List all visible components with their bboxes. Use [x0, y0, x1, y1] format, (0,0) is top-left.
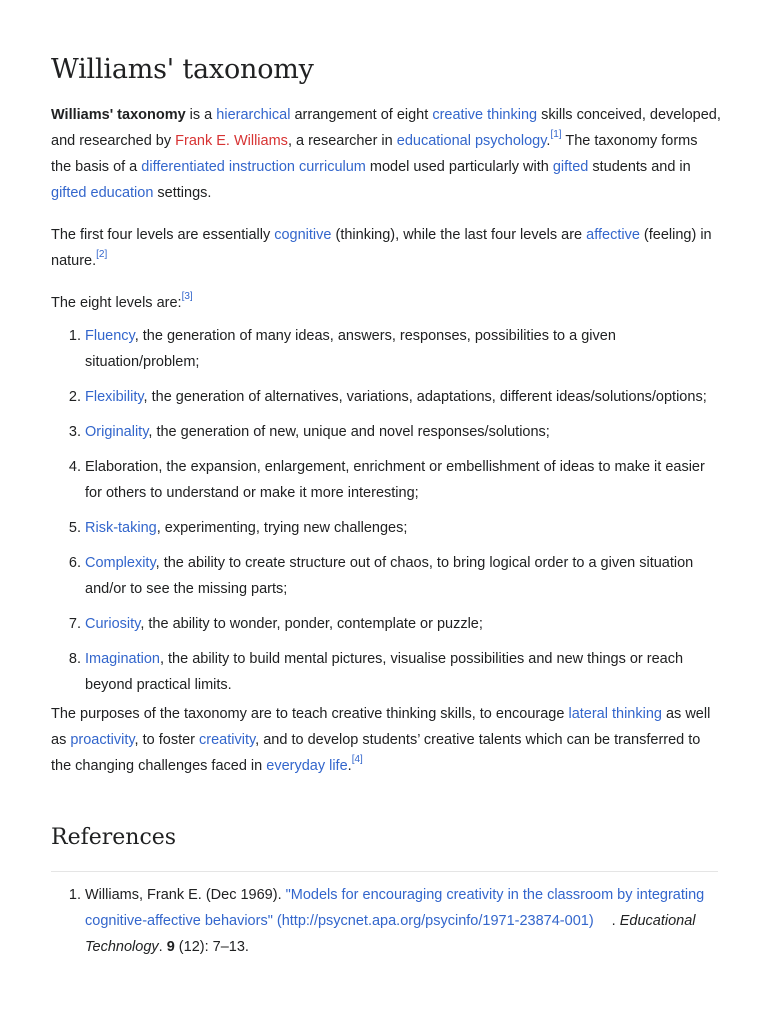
text: , to foster	[134, 732, 200, 748]
reference-volume: 9	[166, 939, 175, 955]
text: The taxonomy forms the basis of a	[51, 133, 698, 175]
text: students and in	[588, 159, 691, 175]
reference-pages: (12): 7–13.	[174, 939, 249, 955]
citation-2	[96, 249, 107, 260]
text: arrangement of eight	[290, 107, 433, 123]
link-frank-e-williams[interactable]: Frank E. Williams	[175, 133, 288, 149]
citation-link-1[interactable]: [1]	[550, 129, 562, 141]
link-hierarchical[interactable]: hierarchical	[216, 107, 291, 123]
text: The eight levels are:	[51, 295, 182, 311]
link-originality[interactable]: Originality	[85, 424, 149, 440]
list-item	[85, 384, 721, 410]
text: (thinking), while the last four levels are	[331, 227, 587, 243]
text: .	[158, 939, 167, 955]
citation-link-4[interactable]: [4]	[351, 754, 363, 766]
text: .	[607, 913, 620, 929]
reference-item	[85, 882, 755, 960]
reference-journal: Educational Technology	[85, 913, 696, 955]
list-item	[85, 515, 721, 541]
citation-1	[550, 129, 561, 140]
link-creative-thinking[interactable]: creative thinking	[432, 107, 538, 123]
link-gifted-education[interactable]: gifted education	[51, 185, 154, 201]
text: , a researcher in	[287, 133, 397, 149]
list-item-text: , the generation of many ideas, answers, responses, possibilities to a given situation/problem;	[85, 328, 616, 370]
link-flexibility[interactable]: Flexibility	[85, 389, 144, 405]
text: The purposes of the taxonomy are to teach creative thinking skills, to encourage	[51, 706, 569, 722]
text: (feeling) in nature.	[51, 227, 712, 269]
link-complexity[interactable]: Complexity	[85, 555, 156, 571]
list-item-text: , the ability to create structure out of chaos, to bring logical order to a given situation and/or to see the missing parts;	[85, 555, 694, 597]
link-creativity[interactable]: creativity	[199, 732, 256, 748]
text: settings.	[153, 185, 212, 201]
section-divider	[51, 871, 718, 872]
list-item-text: , the ability to wonder, ponder, contemplate or puzzle;	[140, 616, 483, 632]
page-title: Williams' taxonomy	[51, 54, 314, 85]
text: , and to develop students’ creative talents which can be transferred to the changing challenges faced in	[51, 732, 701, 774]
levels-nature-paragraph	[51, 222, 721, 274]
citation-link-2[interactable]: [2]	[96, 249, 108, 261]
link-curiosity[interactable]: Curiosity	[85, 616, 141, 632]
levels-list	[51, 323, 721, 698]
link-imagination[interactable]: Imagination	[85, 651, 160, 667]
text: The first four levels are essentially	[51, 227, 275, 243]
list-item	[85, 419, 721, 445]
link-cognitive[interactable]: cognitive	[274, 227, 332, 243]
intro-paragraph	[51, 102, 721, 206]
list-item-text: Elaboration, the expansion, enlargement, enrichment or embellishment of ideas to make it easier for others to understand or make it more interesting;	[85, 459, 705, 501]
link-gifted[interactable]: gifted	[552, 159, 589, 175]
link-proactivity[interactable]: proactivity	[70, 732, 135, 748]
text: is a	[185, 107, 217, 123]
list-item-text: , the ability to build mental pictures, visualise possibilities and new things or reach beyond practical limits.	[85, 651, 684, 693]
list-item	[85, 323, 721, 375]
levels-intro-paragraph	[51, 290, 721, 316]
text: .	[546, 133, 551, 149]
references-heading[interactable]: References	[51, 825, 177, 850]
reference-author: Williams, Frank E. (Dec 1969).	[85, 887, 286, 903]
list-item-text: , the generation of new, unique and novel responses/solutions;	[148, 424, 550, 440]
link-educational-psychology[interactable]: educational psychology	[396, 133, 547, 149]
term-bold: Williams' taxonomy	[51, 107, 186, 123]
reference-title-link[interactable]: "Models for encouraging creativity in the classroom by integrating cognitive-affective behaviors" (http://psycnet.apa.org/psycinfo/1971-23874-001)	[85, 887, 705, 929]
link-lateral-thinking[interactable]: lateral thinking	[568, 706, 662, 722]
purposes-paragraph	[51, 701, 721, 779]
link-fluency[interactable]: Fluency	[85, 328, 135, 344]
list-item	[85, 550, 721, 602]
list-item	[85, 454, 721, 506]
citation-4	[352, 754, 363, 765]
references-list	[51, 882, 755, 960]
link-everyday-life[interactable]: everyday life	[266, 758, 348, 774]
list-item-text: , the generation of alternatives, variations, adaptations, different ideas/solutions/options;	[143, 389, 707, 405]
text: model used particularly with	[365, 159, 553, 175]
list-item-text: , experimenting, trying new challenges;	[156, 520, 408, 536]
list-item	[85, 611, 721, 637]
link-risk-taking[interactable]: Risk-taking	[85, 520, 157, 536]
article-body	[51, 102, 721, 779]
citation-3	[182, 291, 193, 302]
list-item	[85, 646, 721, 698]
text: .	[347, 758, 352, 774]
link-affective[interactable]: affective	[586, 227, 640, 243]
text: skills conceived, developed, and researched by	[51, 107, 721, 149]
citation-link-3[interactable]: [3]	[181, 291, 193, 303]
text: as well as	[51, 706, 711, 748]
link-differentiated-instruction[interactable]: differentiated instruction curriculum	[141, 159, 366, 175]
